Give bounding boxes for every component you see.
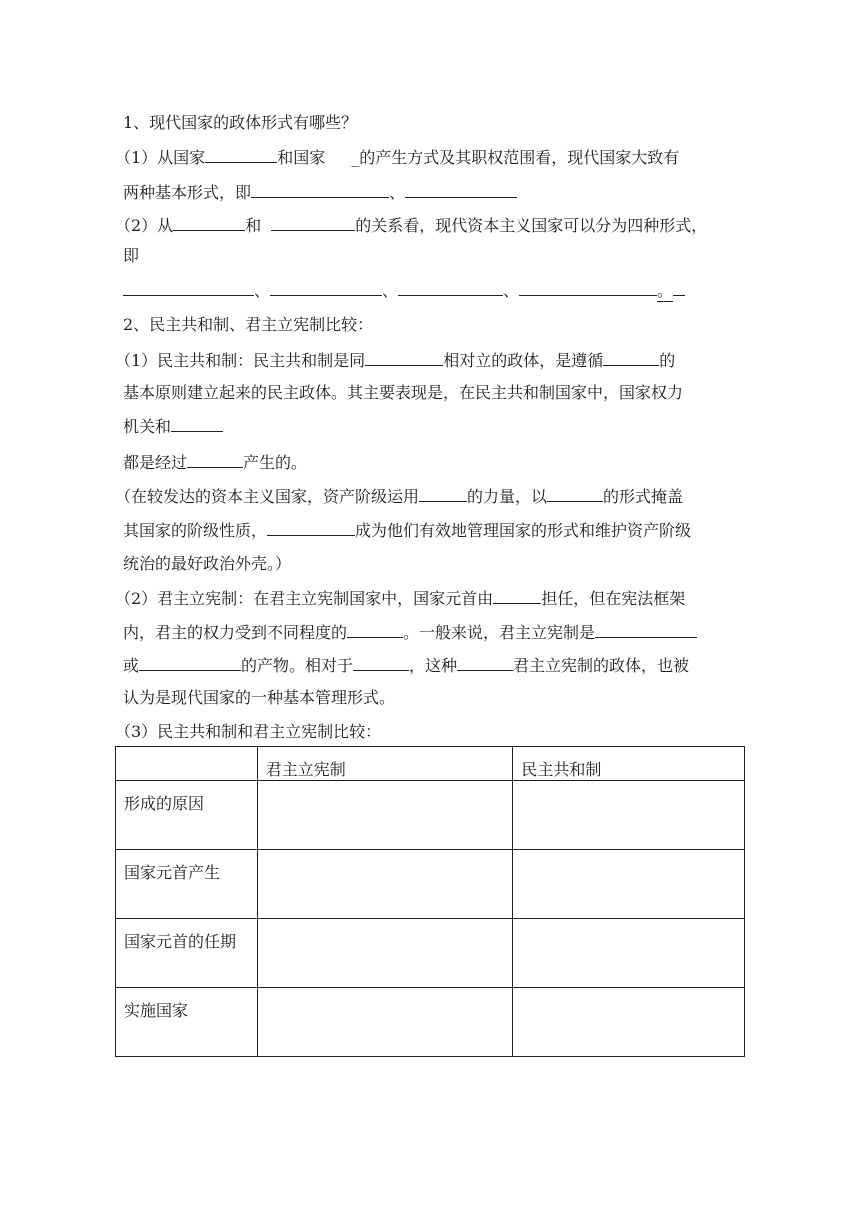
table-header-cell: 君主立宪制	[257, 747, 513, 781]
blank[interactable]	[519, 280, 657, 296]
blank[interactable]	[347, 622, 403, 638]
table-row	[116, 850, 745, 919]
row-label: 国家元首产生	[116, 850, 258, 919]
q2-s1-line4: 都是经过 产生的。	[123, 453, 308, 472]
q1-part1-line1: （1）从国家 和国家 _的产生方式及其职权范围看，现代国家大致有	[115, 148, 680, 167]
q2-s1-line2: 基本原则建立起来的民主政体。其主要表现是，在民主共和制国家中，国家权力	[123, 383, 684, 402]
q2-s1-line1: （1）民主共和制：民主共和制是同 相对立的政体，是遵循 的	[115, 351, 676, 370]
question-2-title: 2、民主共和制、君主立宪制比较：	[123, 315, 374, 334]
answer-cell[interactable]	[257, 919, 513, 988]
blank[interactable]	[457, 655, 513, 671]
answer-cell[interactable]	[513, 988, 745, 1057]
q1-part1-line2: 两种基本形式，即 、	[123, 182, 517, 203]
blank[interactable]	[267, 520, 355, 536]
blank[interactable]	[405, 182, 517, 198]
answer-cell[interactable]	[257, 988, 513, 1057]
table-row	[116, 781, 745, 850]
blank[interactable]	[595, 622, 697, 638]
q2-s2-line1: （2）君主立宪制：在君主立宪制国家中，国家元首由 担任，但在宪法框架	[115, 589, 686, 608]
q2-s2-line4: 认为是现代国家的一种基本管理形式。	[123, 688, 396, 707]
row-label: 实施国家	[116, 988, 258, 1057]
row-label: 形成的原因	[116, 781, 258, 850]
blank[interactable]	[173, 215, 245, 231]
blank[interactable]	[603, 350, 659, 366]
question-1-title: 1、现代国家的政体形式有哪些？	[123, 113, 358, 132]
blank[interactable]	[187, 452, 243, 468]
q1-part2-line1: （2）从 和 的关系看，现代资本主义国家可以分为四种形式，	[115, 216, 708, 235]
blank[interactable]	[171, 416, 223, 432]
blank[interactable]	[673, 280, 685, 296]
comparison-table	[115, 746, 745, 1057]
q2-note-line2: 其国家的阶级性质， 成为他们有效地管理国家的形式和维护资产阶级	[123, 521, 692, 540]
table-header-row	[116, 747, 745, 781]
table-row	[116, 919, 745, 988]
q1-part2-line2: 即	[123, 246, 140, 265]
blank[interactable]	[365, 350, 443, 366]
q2-s1-line3: 机关和	[123, 416, 223, 437]
q2-s3-line: （3）民主共和制和君主立宪制比较：	[115, 722, 382, 741]
blank[interactable]	[270, 280, 382, 296]
blank[interactable]	[493, 588, 541, 604]
row-label: 国家元首的任期	[116, 919, 258, 988]
blank[interactable]	[547, 486, 603, 502]
table-row	[116, 988, 745, 1057]
blank[interactable]	[271, 215, 355, 231]
q2-s2-line3: 或 的产物。相对于 ，这种 君主立宪制的政体，也被	[123, 656, 690, 675]
table-header-cell	[116, 747, 258, 781]
q1-part2-blanks: 、 、 、 。	[123, 280, 685, 302]
blank[interactable]	[123, 280, 254, 296]
blank[interactable]	[205, 147, 277, 163]
blank[interactable]	[419, 486, 467, 502]
q2-note-line3: 统治的最好政治外壳。）	[123, 554, 292, 573]
blank[interactable]	[353, 655, 409, 671]
answer-cell[interactable]	[257, 781, 513, 850]
answer-cell[interactable]	[257, 850, 513, 919]
answer-cell[interactable]	[513, 850, 745, 919]
q2-s2-line2: 内，君主的权力受到不同程度的 。一般来说，君主立宪制是	[123, 622, 697, 643]
q2-note-line1: （在较发达的资本主义国家，资产阶级运用 的力量，以 的形式掩盖	[115, 487, 684, 506]
answer-cell[interactable]	[513, 781, 745, 850]
blank[interactable]	[139, 655, 241, 671]
blank[interactable]	[398, 280, 503, 296]
blank[interactable]	[251, 182, 389, 198]
table-header-cell: 民主共和制	[513, 747, 745, 781]
answer-cell[interactable]	[513, 919, 745, 988]
